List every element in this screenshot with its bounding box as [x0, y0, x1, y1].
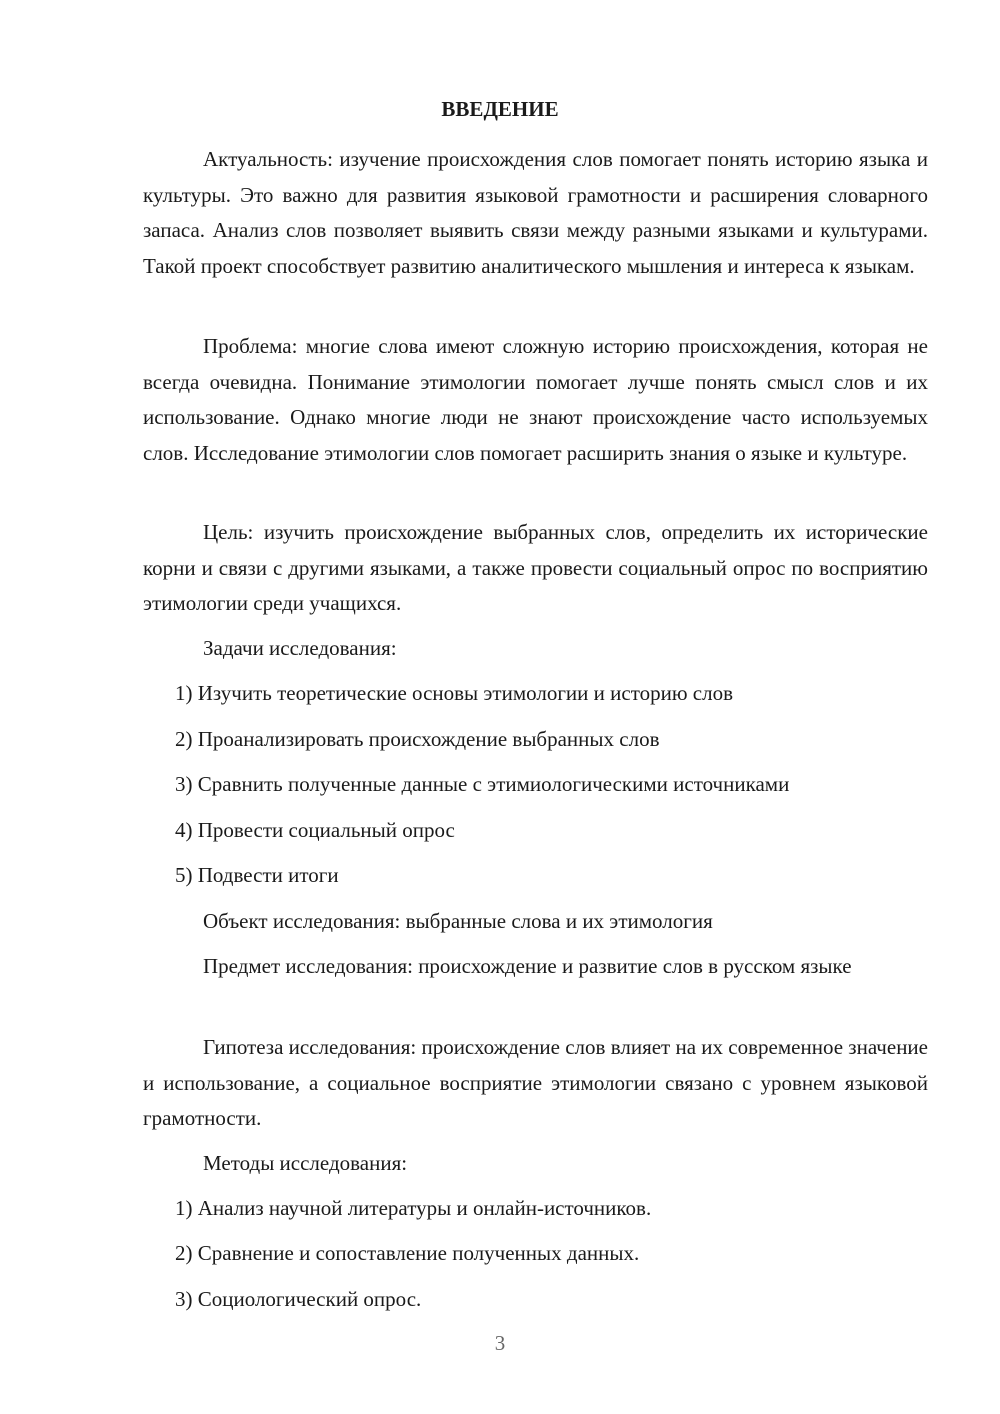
task-item: 3) Сравнить полученные данные с этимиологическими источниками	[175, 772, 790, 796]
task-item: 2) Проанализировать происхождение выбранных слов	[175, 727, 660, 751]
page-number: 3	[494, 1331, 506, 1355]
task-item: 5) Подвести итоги	[175, 863, 339, 887]
object-paragraph: Объект исследования: выбранные слова и их этимология	[203, 909, 713, 933]
method-item: 3) Социологический опрос.	[175, 1287, 422, 1311]
problem-paragraph: Проблема: многие слова имеют сложную историю происхождения, которая не всегда очевидна. Понимание этимологии помогает лучше понять смысл слов и их использование. Однако многие люди не знают происхождение часто используемых слов. Исследование этимологии слов помогает расширить знания о языке и культуре.	[143, 334, 928, 465]
tasks-heading: Задачи исследования:	[203, 636, 397, 660]
method-item: 2) Сравнение и сопоставление полученных данных.	[175, 1241, 640, 1265]
relevance-paragraph: Актуальность: изучение происхождения слов помогает понять историю языка и культуры. Это важно для развития языковой грамотности и расширения словарного запаса. Анализ слов позволяет выявить связи между разными языками и культурами. Такой проект способствует развитию аналитического мышления и интереса к языкам.	[143, 147, 928, 278]
hypothesis-paragraph: Гипотеза исследования: происхождение слов влияет на их современное значение и использование, а социальное восприятие этимологии связано с уровнем языковой грамотности.	[143, 1035, 928, 1130]
task-item: 1) Изучить теоретические основы этимологии и историю слов	[175, 681, 733, 705]
subject-paragraph: Предмет исследования: происхождение и развитие слов в русском языке	[203, 954, 852, 978]
page-title: ВВЕДЕНИЕ	[441, 97, 559, 121]
goal-paragraph: Цель: изучить происхождение выбранных слов, определить их исторические корни и связи с другими языками, а также провести социальный опрос по восприятию этимологии среди учащихся.	[143, 520, 928, 615]
task-item: 4) Провести социальный опрос	[175, 818, 455, 842]
method-item: 1) Анализ научной литературы и онлайн-источников.	[175, 1196, 652, 1220]
methods-heading: Методы исследования:	[203, 1151, 408, 1175]
